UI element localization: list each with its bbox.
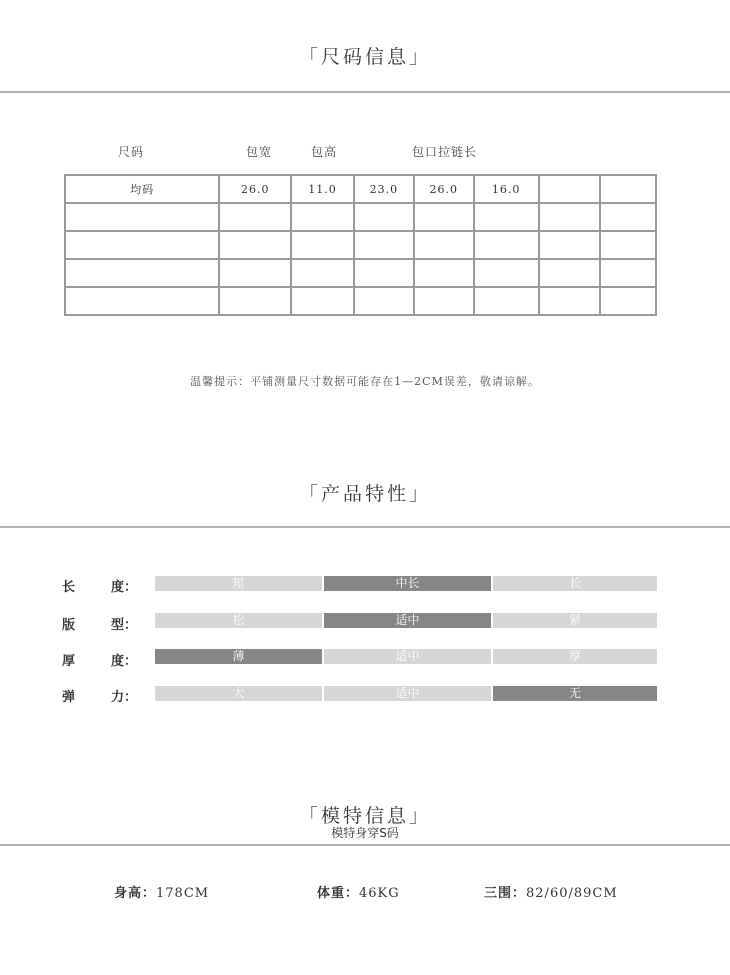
fit-option-tight: 紧 bbox=[493, 613, 657, 628]
attr-label-thickness: 厚 度： bbox=[62, 654, 137, 669]
table-cell bbox=[539, 287, 601, 315]
fit-option-regular: 适中 bbox=[324, 613, 491, 628]
header-size: 尺码 bbox=[118, 145, 145, 159]
table-cell bbox=[600, 259, 656, 287]
model-section-divider bbox=[0, 844, 730, 846]
model-measurements: 三围：82/60/89CM bbox=[484, 886, 618, 901]
table-cell bbox=[539, 259, 601, 287]
table-cell bbox=[219, 287, 291, 315]
table-cell bbox=[600, 231, 656, 259]
elasticity-option-regular: 适中 bbox=[324, 686, 491, 701]
table-cell bbox=[600, 203, 656, 231]
header-width: 包宽 bbox=[246, 145, 273, 159]
table-cell bbox=[414, 287, 474, 315]
header-height: 包高 bbox=[311, 145, 338, 159]
thickness-option-regular: 适中 bbox=[324, 649, 491, 664]
length-option-short: 短 bbox=[155, 576, 322, 591]
thickness-option-thick: 厚 bbox=[493, 649, 657, 664]
table-cell bbox=[65, 203, 219, 231]
length-option-medium: 中长 bbox=[324, 576, 491, 591]
table-cell bbox=[291, 259, 354, 287]
table-cell bbox=[354, 259, 414, 287]
table-row bbox=[65, 259, 656, 287]
table-cell bbox=[354, 287, 414, 315]
table-row bbox=[65, 231, 656, 259]
table-cell bbox=[291, 287, 354, 315]
model-weight: 体重：46KG bbox=[317, 886, 400, 901]
elasticity-option-none: 无 bbox=[493, 686, 657, 701]
table-cell bbox=[65, 231, 219, 259]
table-row bbox=[65, 203, 656, 231]
table-cell bbox=[291, 231, 354, 259]
attr-label-fit: 版 型： bbox=[62, 618, 137, 633]
length-option-long: 长 bbox=[493, 576, 657, 591]
table-cell bbox=[414, 231, 474, 259]
measurement-tip: 温馨提示：平铺测量尺寸数据可能存在1—2CM误差，敬请谅解。 bbox=[190, 375, 540, 388]
fit-option-loose: 松 bbox=[155, 613, 322, 628]
model-height: 身高：178CM bbox=[114, 886, 210, 901]
attr-label-elasticity: 弹 力： bbox=[62, 690, 137, 705]
table-cell bbox=[474, 287, 539, 315]
header-zipper-length: 包口拉链长 bbox=[412, 145, 478, 159]
table-row bbox=[65, 175, 656, 203]
table-cell bbox=[219, 203, 291, 231]
table-cell bbox=[219, 231, 291, 259]
table-cell bbox=[474, 259, 539, 287]
feature-section-divider bbox=[0, 526, 730, 528]
table-cell bbox=[474, 203, 539, 231]
attr-label-length: 长 度： bbox=[62, 580, 137, 595]
table-cell: 23.0 bbox=[354, 175, 414, 203]
table-cell bbox=[539, 203, 601, 231]
feature-section-title: 「产品特性」 bbox=[298, 483, 431, 505]
model-size-note: 模特身穿S码 bbox=[331, 826, 399, 840]
table-cell bbox=[219, 259, 291, 287]
table-cell bbox=[354, 231, 414, 259]
table-cell bbox=[539, 231, 601, 259]
table-cell: 均码 bbox=[65, 175, 219, 203]
size-section-title: 「尺码信息」 bbox=[298, 46, 431, 68]
table-cell bbox=[600, 175, 656, 203]
table-cell bbox=[539, 175, 601, 203]
table-cell: 11.0 bbox=[291, 175, 354, 203]
table-cell bbox=[414, 259, 474, 287]
table-cell bbox=[65, 287, 219, 315]
table-cell bbox=[474, 231, 539, 259]
elasticity-option-high: 大 bbox=[155, 686, 322, 701]
model-section-title: 「模特信息」 bbox=[298, 805, 431, 827]
table-cell: 16.0 bbox=[474, 175, 539, 203]
table-cell bbox=[354, 203, 414, 231]
size-table bbox=[64, 174, 657, 316]
table-cell: 26.0 bbox=[219, 175, 291, 203]
table-cell: 26.0 bbox=[414, 175, 474, 203]
table-cell bbox=[65, 259, 219, 287]
table-row bbox=[65, 287, 656, 315]
table-cell bbox=[414, 203, 474, 231]
thickness-option-thin: 薄 bbox=[155, 649, 322, 664]
table-cell bbox=[291, 203, 354, 231]
table-cell bbox=[600, 287, 656, 315]
size-section-divider bbox=[0, 91, 730, 93]
